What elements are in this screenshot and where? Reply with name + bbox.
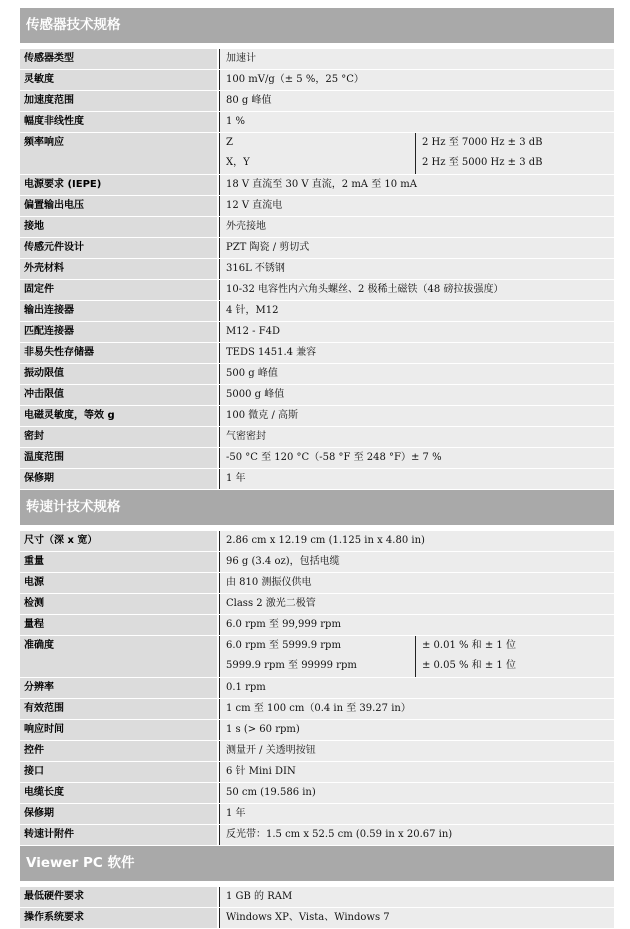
spec-subvalue: 2 Hz 至 7000 Hz ± 3 dB <box>422 137 543 148</box>
spec-row <box>20 70 614 91</box>
spec-row <box>20 196 614 217</box>
spec-value: 气密密封 <box>219 427 614 447</box>
spec-row <box>20 112 614 133</box>
spec-label: 传感元件设计 <box>20 238 219 258</box>
spec-row <box>20 552 614 573</box>
spec-value: 80 g 峰值 <box>219 91 614 111</box>
spec-value: 1 cm 至 100 cm（0.4 in 至 39.27 in） <box>219 699 614 719</box>
spec-value: 6.0 rpm 至 99,999 rpm <box>219 615 614 635</box>
spec-label: 频率响应 <box>20 133 219 174</box>
spec-label: 灵敏度 <box>20 70 219 90</box>
spec-row <box>20 678 614 699</box>
spec-value: PZT 陶瓷 / 剪切式 <box>219 238 614 258</box>
spec-label: 分辨率 <box>20 678 219 698</box>
spec-split-value <box>219 636 614 677</box>
spec-row <box>20 804 614 825</box>
spec-value: 1 年 <box>219 804 614 824</box>
spec-label: 匹配连接器 <box>20 322 219 342</box>
spec-value: 50 cm (19.586 in) <box>219 783 614 803</box>
spec-value: 4 针，M12 <box>219 301 614 321</box>
spec-value: 1 s (> 60 rpm) <box>219 720 614 740</box>
spec-value: Windows XP、Vista、Windows 7 <box>219 908 614 928</box>
spec-row <box>20 825 614 846</box>
spec-value: 1 年 <box>219 469 614 489</box>
spec-value: 测量开 / 关透明按钮 <box>219 741 614 761</box>
spec-value: 500 g 峰值 <box>219 364 614 384</box>
spec-value: M12 - F4D <box>219 322 614 342</box>
spec-value: 6 针 Mini DIN <box>219 762 614 782</box>
spec-label: 转速计附件 <box>20 825 219 845</box>
spec-subvalue: X，Y <box>226 157 250 168</box>
spec-row <box>20 448 614 469</box>
tachometer-spec-table <box>20 531 614 846</box>
spec-subvalue: ± 0.05 % 和 ± 1 位 <box>422 660 516 671</box>
spec-label: 加速度范围 <box>20 91 219 111</box>
spec-value: 96 g (3.4 oz)，包括电缆 <box>219 552 614 572</box>
spec-label: 最低硬件要求 <box>20 887 219 907</box>
spec-value: 1 GB 的 RAM <box>219 887 614 907</box>
spec-label: 有效范围 <box>20 699 219 719</box>
spec-value: 反光带：1.5 cm x 52.5 cm (0.59 in x 20.67 in) <box>219 825 614 845</box>
spec-label: 保修期 <box>20 804 219 824</box>
tachometer-section-title: 转速计技术规格 <box>20 490 614 525</box>
spec-label: 准确度 <box>20 636 219 677</box>
spec-label: 电磁灵敏度，等效 g <box>20 406 219 426</box>
spec-row <box>20 343 614 364</box>
spec-row <box>20 406 614 427</box>
spec-label: 偏置输出电压 <box>20 196 219 216</box>
spec-row <box>20 636 614 678</box>
sensor-section-title: 传感器技术规格 <box>20 8 614 43</box>
spec-row <box>20 741 614 762</box>
spec-value: 2.86 cm x 12.19 cm (1.125 in x 4.80 in) <box>219 531 614 551</box>
spec-row <box>20 364 614 385</box>
spec-label: 检测 <box>20 594 219 614</box>
spec-row <box>20 238 614 259</box>
spec-value: 1 % <box>219 112 614 132</box>
spec-label: 电源要求 (IEPE) <box>20 175 219 195</box>
spec-label: 电缆长度 <box>20 783 219 803</box>
spec-row <box>20 385 614 406</box>
spec-label: 操作系统要求 <box>20 908 219 928</box>
spec-value: 100 微克 / 高斯 <box>219 406 614 426</box>
spec-value: 外壳接地 <box>219 217 614 237</box>
spec-label: 接口 <box>20 762 219 782</box>
software-section-title: Viewer PC 软件 <box>20 846 614 881</box>
spec-value: 10-32 电容性内六角头螺丝、2 极稀土磁铁（48 磅拉拔强度） <box>219 280 614 300</box>
spec-row <box>20 280 614 301</box>
spec-row <box>20 762 614 783</box>
spec-row <box>20 531 614 552</box>
spec-label: 冲击限值 <box>20 385 219 405</box>
spec-label: 固定件 <box>20 280 219 300</box>
spec-label: 传感器类型 <box>20 49 219 69</box>
software-spec-table <box>20 887 614 929</box>
spec-label: 尺寸（深 x 宽） <box>20 531 219 551</box>
spec-row <box>20 91 614 112</box>
spec-value: TEDS 1451.4 兼容 <box>219 343 614 363</box>
spec-row <box>20 259 614 280</box>
spec-label: 保修期 <box>20 469 219 489</box>
spec-subvalue: 5999.9 rpm 至 99999 rpm <box>226 660 357 671</box>
spec-row <box>20 615 614 636</box>
spec-value: -50 °C 至 120 °C（-58 °F 至 248 °F）± 7 % <box>219 448 614 468</box>
spec-value: 0.1 rpm <box>219 678 614 698</box>
spec-label: 响应时间 <box>20 720 219 740</box>
spec-label: 控件 <box>20 741 219 761</box>
spec-row <box>20 887 614 908</box>
spec-document <box>20 8 614 929</box>
spec-label: 密封 <box>20 427 219 447</box>
spec-subvalue: ± 0.01 % 和 ± 1 位 <box>422 640 516 651</box>
spec-label: 外壳材料 <box>20 259 219 279</box>
spec-label: 非易失性存储器 <box>20 343 219 363</box>
spec-subvalue: Z <box>226 137 233 148</box>
spec-value: 加速计 <box>219 49 614 69</box>
spec-row <box>20 594 614 615</box>
spec-value: 18 V 直流至 30 V 直流，2 mA 至 10 mA <box>219 175 614 195</box>
spec-label: 重量 <box>20 552 219 572</box>
spec-row <box>20 427 614 448</box>
spec-label: 接地 <box>20 217 219 237</box>
spec-row <box>20 720 614 741</box>
spec-label: 幅度非线性度 <box>20 112 219 132</box>
spec-row <box>20 469 614 490</box>
spec-row <box>20 133 614 175</box>
spec-subvalue: 6.0 rpm 至 5999.9 rpm <box>226 640 341 651</box>
spec-row <box>20 322 614 343</box>
spec-row <box>20 783 614 804</box>
spec-row <box>20 217 614 238</box>
spec-value: 5000 g 峰值 <box>219 385 614 405</box>
spec-label: 电源 <box>20 573 219 593</box>
spec-row <box>20 908 614 929</box>
spec-label: 输出连接器 <box>20 301 219 321</box>
spec-value: 100 mV/g（± 5 %，25 °C） <box>219 70 614 90</box>
spec-label: 温度范围 <box>20 448 219 468</box>
spec-value: Class 2 激光二极管 <box>219 594 614 614</box>
spec-subvalue: 2 Hz 至 5000 Hz ± 3 dB <box>422 157 543 168</box>
spec-label: 量程 <box>20 615 219 635</box>
spec-row <box>20 573 614 594</box>
spec-row <box>20 301 614 322</box>
spec-split-value <box>219 133 614 174</box>
spec-value: 由 810 测振仪供电 <box>219 573 614 593</box>
spec-row <box>20 699 614 720</box>
spec-row <box>20 49 614 70</box>
spec-label: 振动限值 <box>20 364 219 384</box>
sensor-spec-table <box>20 49 614 490</box>
spec-value: 12 V 直流电 <box>219 196 614 216</box>
spec-row <box>20 175 614 196</box>
spec-value: 316L 不锈钢 <box>219 259 614 279</box>
